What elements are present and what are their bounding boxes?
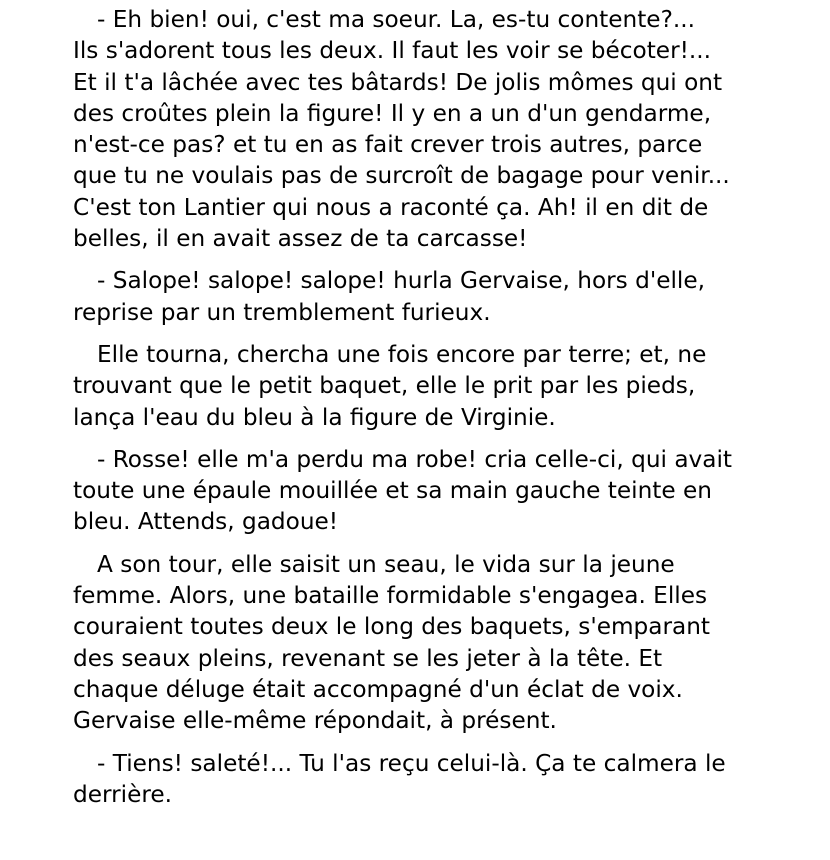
text-line: bleu. Attends, gadoue! bbox=[73, 508, 339, 536]
paragraph bbox=[73, 339, 803, 433]
paragraph bbox=[73, 265, 803, 328]
text-line: Elle tourna, chercha une fois encore par terre; et, ne bbox=[97, 340, 707, 368]
text-line: A son tour, elle saisit un seau, le vida sur la jeune bbox=[97, 550, 675, 578]
text-line: chaque déluge était accompagné d'un éclat de voix. bbox=[73, 675, 683, 703]
text-line: belles, il en avait assez de ta carcasse! bbox=[73, 225, 528, 253]
text-line: C'est ton Lantier qui nous a raconté ça. Ah! il en dit de bbox=[73, 193, 709, 221]
text-line: trouvant que le petit baquet, elle le prit par les pieds, bbox=[73, 372, 696, 400]
text-line: n'est-ce pas? et tu en as fait crever trois autres, parce bbox=[73, 131, 703, 159]
text-line: Ils s'adorent tous les deux. Il faut les voir se bécoter!... bbox=[73, 37, 712, 65]
paragraph bbox=[73, 4, 803, 254]
text-line: reprise par un tremblement furieux. bbox=[73, 298, 491, 326]
text-line: que tu ne voulais pas de surcroît de bagage pour venir... bbox=[73, 162, 730, 190]
paragraph bbox=[73, 444, 803, 538]
document-page bbox=[73, 4, 803, 821]
text-line: couraient toutes deux le long des baquets, s'emparant bbox=[73, 613, 711, 641]
text-line: - Salope! salope! salope! hurla Gervaise, hors d'elle, bbox=[97, 267, 706, 295]
text-line: des croûtes plein la figure! Il y en a un d'un gendarme, bbox=[73, 99, 712, 127]
text-line: - Rosse! elle m'a perdu ma robe! cria celle-ci, qui avait bbox=[97, 445, 733, 473]
text-line: - Tiens! saleté!... Tu l'as reçu celui-là. Ça te calmera le bbox=[97, 749, 726, 777]
paragraph bbox=[73, 549, 803, 737]
text-line: femme. Alors, une bataille formidable s'engagea. Elles bbox=[73, 582, 708, 610]
text-line: Gervaise elle-même répondait, à présent. bbox=[73, 707, 557, 735]
text-line: des seaux pleins, revenant se les jeter à la tête. Et bbox=[73, 644, 663, 672]
text-line: Et il t'a lâchée avec tes bâtards! De jolis mômes qui ont bbox=[73, 68, 723, 96]
text-line: lança l'eau du bleu à la figure de Virginie. bbox=[73, 403, 556, 431]
text-line: - Eh bien! oui, c'est ma soeur. La, es-tu contente?... bbox=[97, 6, 695, 33]
text-line: derrière. bbox=[73, 780, 173, 808]
text-line: toute une épaule mouillée et sa main gauche teinte en bbox=[73, 477, 712, 505]
paragraph bbox=[73, 748, 803, 811]
